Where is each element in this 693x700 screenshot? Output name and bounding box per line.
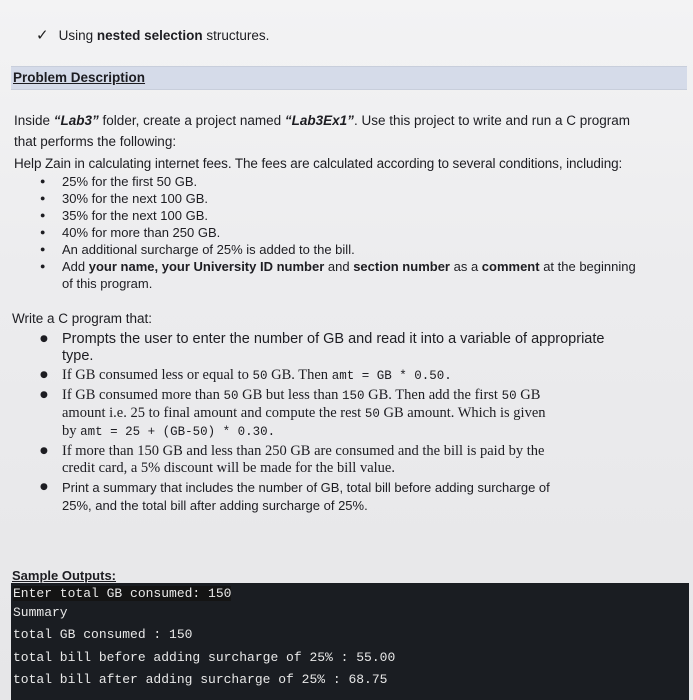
list-item: ● If GB consumed more than 50 GB but less than 150 GB. Then add the first 50 GB amount i.e. 25 to final amount and compute the rest 50 GB amount. Which is given by amt = 25 + (GB-50) * 0.30. (40, 387, 604, 441)
intro-line-1: Inside “Lab3” folder, create a project named “Lab3Ex1”. Use this project to write and run a C program (14, 113, 631, 128)
console-line: Summary (13, 605, 68, 620)
write-heading: Write a C program that: (12, 311, 153, 326)
problem-description-heading (11, 66, 687, 90)
sample-outputs-label: Sample Outputs: (12, 568, 117, 583)
checkmark-icon: ✓ (36, 27, 49, 44)
fee-list (40, 173, 636, 292)
list-item: ● Prompts the user to enter the number of GB and read it into a variable of appropriate type. (40, 331, 604, 365)
console-line: total GB consumed : 150 (13, 627, 193, 642)
list-item: ● 35% for the next 100 GB. (40, 207, 636, 224)
console-line: Enter total GB consumed: 150 (13, 586, 232, 601)
objective-text: Using nested selection structures. (58, 27, 270, 43)
intro-line-2: that performs the following: (14, 134, 177, 149)
list-item: ● 40% for more than 250 GB. (40, 224, 636, 241)
list-item: ● Add your name, your University ID number and section number as a comment at the beginning of this program. (40, 258, 636, 292)
nested-selection-objective (36, 26, 269, 44)
list-item: ● If more than 150 GB and less than 250 GB are consumed and the bill is paid by the credit card, a 5% discount will be made for the bill value. (40, 443, 604, 477)
list-item: ● An additional surcharge of 25% is added to the bill. (40, 241, 636, 258)
list-item: ● 25% for the first 50 GB. (40, 173, 636, 190)
heading-text: Problem Description (13, 70, 146, 85)
list-item: ● Print a summary that includes the number of GB, total bill before adding surcharge of 25%, and the total bill after adding surcharge of 25%. (40, 479, 604, 515)
console-output (11, 583, 689, 700)
list-item: ● If GB consumed less or equal to 50 GB. Then amt = GB * 0.50. (40, 367, 604, 385)
console-line: total bill after adding surcharge of 25% : 68.75 (13, 672, 388, 687)
console-line: total bill before adding surcharge of 25% : 55.00 (13, 650, 396, 665)
intro-line-3: Help Zain in calculating internet fees. The fees are calculated according to several conditions, including: (14, 156, 623, 171)
list-item: ● 30% for the next 100 GB. (40, 190, 636, 207)
program-requirements-list (40, 331, 604, 517)
